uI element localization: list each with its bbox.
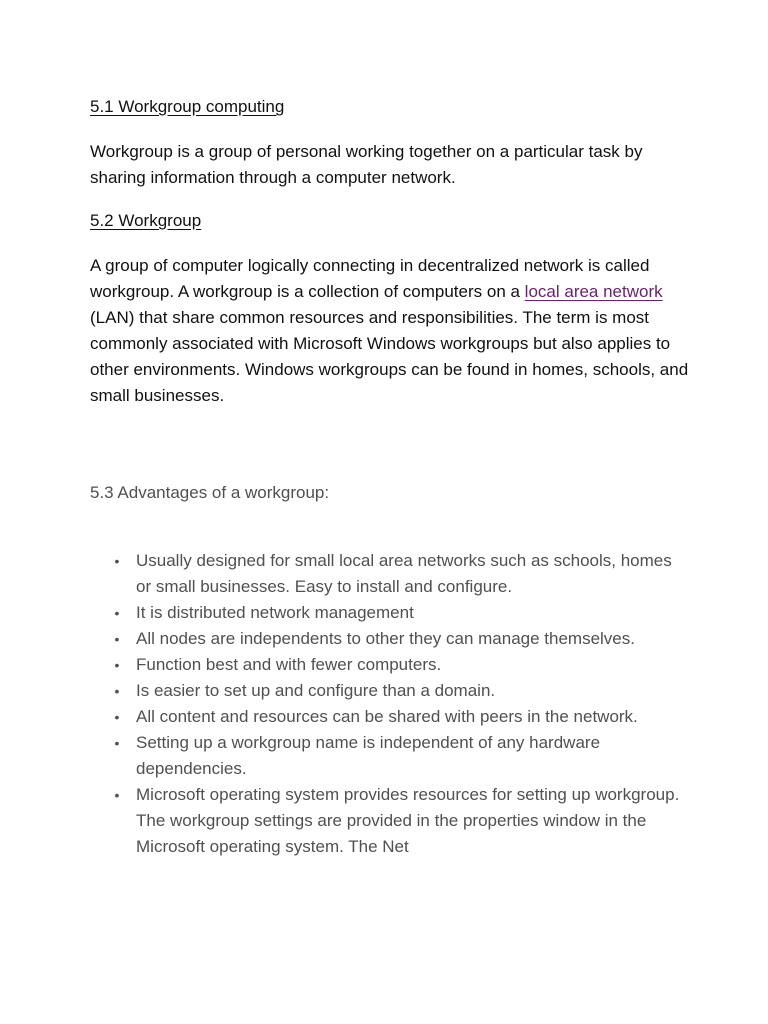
list-item: [90, 782, 690, 860]
list-item-text: It is distributed network management: [136, 603, 414, 622]
bullet-icon: •: [114, 787, 120, 803]
bullet-icon: •: [114, 735, 120, 751]
list-item: [90, 626, 690, 652]
list-item: [90, 704, 690, 730]
bullet-icon: •: [114, 657, 120, 673]
list-item-text: Microsoft operating system provides resources for setting up workgroup. The workgroup settings are provided in the properties window in the Microsoft operating system. The Net: [136, 785, 680, 856]
advantages-list: [90, 548, 690, 860]
local-area-network-link[interactable]: local area network: [524, 282, 663, 301]
bullet-icon: •: [114, 683, 120, 699]
list-item-text: Function best and with fewer computers.: [136, 655, 442, 674]
list-item: [90, 548, 690, 600]
list-item: [90, 730, 690, 782]
paragraph-text-after-link: (LAN) that share common resources and responsibilities. The term is most commonly associated with Microsoft Windows workgroups but also applies to other environments. Windows workgroups can be found in homes, schools, and small businesses.: [90, 308, 689, 405]
bullet-icon: •: [114, 709, 120, 725]
list-item-text: All content and resources can be shared with peers in the network.: [136, 707, 638, 726]
list-item-text: Usually designed for small local area networks such as schools, homes or small businesses. Easy to install and configure.: [136, 551, 672, 596]
section-5-1-heading: 5.1 Workgroup computing: [90, 97, 285, 116]
paragraph-text-before-link: A group of computer logically connecting in decentralized network is called workgroup. A workgroup is a collection of computers on a: [90, 256, 650, 301]
list-item-text: Setting up a workgroup name is independent of any hardware dependencies.: [136, 733, 601, 778]
bullet-icon: •: [114, 553, 120, 569]
section-5-2-paragraph: [90, 253, 690, 409]
list-item: [90, 652, 690, 678]
list-item: [90, 678, 690, 704]
bullet-icon: •: [114, 631, 120, 647]
section-5-3-heading: 5.3 Advantages of a workgroup:: [90, 483, 330, 502]
list-item-text: All nodes are independents to other they can manage themselves.: [136, 629, 635, 648]
bullet-icon: •: [114, 605, 120, 621]
section-5-2-heading: 5.2 Workgroup: [90, 211, 202, 230]
list-item-text: Is easier to set up and configure than a domain.: [136, 681, 496, 700]
list-item: [90, 600, 690, 626]
section-5-1-paragraph: Workgroup is a group of personal working together on a particular task by sharing information through a computer network.: [90, 142, 643, 187]
